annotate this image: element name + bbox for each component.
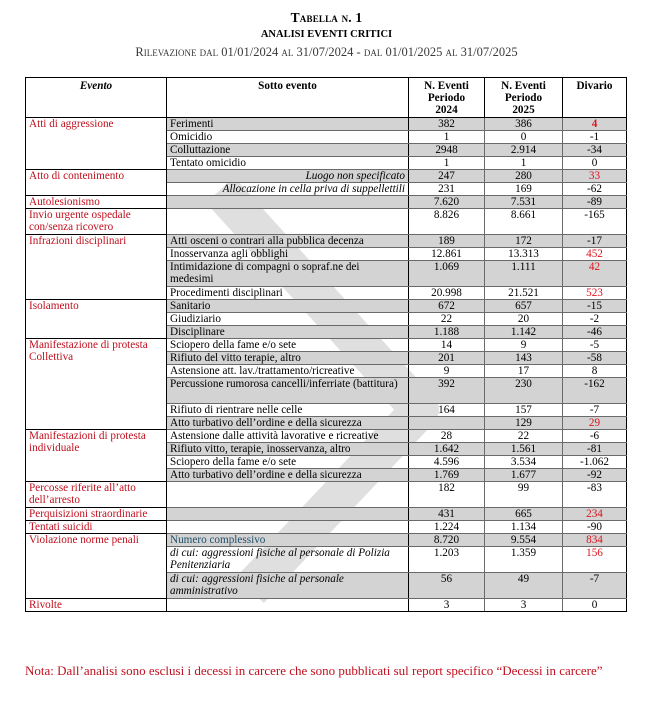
- divario-cell: -81: [563, 443, 627, 456]
- value-2025-cell: 8.661: [485, 209, 563, 235]
- table-row: [26, 170, 627, 183]
- table-row: [26, 235, 627, 248]
- sub-event-cell: Atto turbativo dell’ordine e della sicurezza: [167, 417, 409, 430]
- table-row: [26, 430, 627, 443]
- value-2024-cell: 14: [409, 339, 485, 352]
- value-2024-cell: 1.224: [409, 521, 485, 534]
- footnote: Nota: Dall’analisi sono esclusi i decessi in carcere che sono pubblicati sul report specifico “Decessi in carcere”: [25, 663, 603, 678]
- value-2024-cell: 1: [409, 157, 485, 170]
- sub-event-cell: Sanitario: [167, 300, 409, 313]
- header-2024-line1: N. Eventi: [424, 80, 469, 92]
- value-2025-cell: 129: [485, 417, 563, 430]
- value-2024-cell: 1.069: [409, 261, 485, 287]
- table-row: [26, 196, 627, 209]
- divario-cell: -5: [563, 339, 627, 352]
- sub-event-cell: Astensione att. lav./trattamento/ricreative: [167, 365, 409, 378]
- sub-event-cell: Procedimenti disciplinari: [167, 287, 409, 300]
- value-2025-cell: 3.534: [485, 456, 563, 469]
- value-2024-cell: 392: [409, 378, 485, 404]
- divario-cell: -92: [563, 469, 627, 482]
- value-2024-cell: 189: [409, 235, 485, 248]
- value-2024-cell: 8.720: [409, 534, 485, 547]
- sub-event-cell: Ferimenti: [167, 118, 409, 131]
- table-row: [26, 534, 627, 547]
- value-2024-cell: 56: [409, 573, 485, 599]
- value-2025-cell: 157: [485, 404, 563, 417]
- event-cell: Perquisizioni straordinarie: [26, 508, 167, 521]
- value-2025-cell: 1: [485, 157, 563, 170]
- sub-event-cell: [167, 482, 409, 508]
- value-2024-cell: 4.596: [409, 456, 485, 469]
- event-cell: Autolesionismo: [26, 196, 167, 209]
- table-body: [26, 118, 627, 612]
- value-2024-cell: 9: [409, 365, 485, 378]
- table-row: [26, 482, 627, 508]
- divario-cell: -34: [563, 144, 627, 157]
- sub-event-cell: Inosservanza agli obblighi: [167, 248, 409, 261]
- value-2025-cell: 13.313: [485, 248, 563, 261]
- value-2024-cell: 7.620: [409, 196, 485, 209]
- value-2025-cell: 22: [485, 430, 563, 443]
- header-n-eventi-2024: [409, 78, 485, 118]
- divario-cell: -165: [563, 209, 627, 235]
- sub-event-cell: Rifiuto di rientrare nelle celle: [167, 404, 409, 417]
- value-2025-cell: 1.359: [485, 547, 563, 573]
- sub-event-cell: Intimidazione di compagni o sopraf.ne dei medesimi: [167, 261, 409, 287]
- value-2024-cell: 164: [409, 404, 485, 417]
- sub-event-cell: Percussione rumorosa cancelli/inferriate (battitura): [167, 378, 409, 404]
- value-2024-cell: 20.998: [409, 287, 485, 300]
- value-2025-cell: 172: [485, 235, 563, 248]
- divario-cell: -58: [563, 352, 627, 365]
- header-2024-line2: Periodo: [427, 92, 466, 104]
- value-2024-cell: 2948: [409, 144, 485, 157]
- event-cell: Infrazioni disciplinari: [26, 235, 167, 300]
- table-row: [26, 118, 627, 131]
- value-2025-cell: 280: [485, 170, 563, 183]
- divario-cell: 452: [563, 248, 627, 261]
- event-cell: Manifestazioni di protesta individuale: [26, 430, 167, 482]
- sub-event-cell: Omicidio: [167, 131, 409, 144]
- value-2024-cell: 1.203: [409, 547, 485, 573]
- header-divario: Divario: [563, 78, 627, 118]
- sub-event-cell: Sciopero della fame e/o sete: [167, 456, 409, 469]
- event-cell: Atti di aggressione: [26, 118, 167, 170]
- divario-cell: 33: [563, 170, 627, 183]
- table-subtitle: ANALISI EVENTI CRITICI: [260, 29, 393, 40]
- divario-cell: -7: [563, 573, 627, 599]
- table-row: [26, 300, 627, 313]
- value-2025-cell: 7.531: [485, 196, 563, 209]
- sub-event-cell: Atti osceni o contrari alla pubblica decenza: [167, 235, 409, 248]
- table-row: [26, 508, 627, 521]
- value-2024-cell: 382: [409, 118, 485, 131]
- sub-event-cell: di cui: aggressioni fisiche al personale di Polizia Penitenziaria: [167, 547, 409, 573]
- event-cell: Tentati suicidi: [26, 521, 167, 534]
- sub-event-cell: Tentato omicidio: [167, 157, 409, 170]
- sub-event-cell: Disciplinare: [167, 326, 409, 339]
- table-header-row: [26, 78, 627, 118]
- value-2025-cell: 665: [485, 508, 563, 521]
- sub-event-cell: Giudiziario: [167, 313, 409, 326]
- sub-event-cell: Luogo non specificato: [167, 170, 409, 183]
- sub-event-cell: Astensione dalle attività lavorative e ricreative: [167, 430, 409, 443]
- divario-cell: -89: [563, 196, 627, 209]
- table-row: [26, 209, 627, 235]
- value-2025-cell: 21.521: [485, 287, 563, 300]
- divario-cell: 42: [563, 261, 627, 287]
- divario-cell: 156: [563, 547, 627, 573]
- sub-event-cell: Numero complessivo: [167, 534, 409, 547]
- value-2025-cell: 9: [485, 339, 563, 352]
- header-2024-line3: 2024: [435, 104, 458, 116]
- value-2024-cell: 672: [409, 300, 485, 313]
- event-cell: Isolamento: [26, 300, 167, 339]
- value-2025-cell: 49: [485, 573, 563, 599]
- divario-cell: -17: [563, 235, 627, 248]
- value-2024-cell: 247: [409, 170, 485, 183]
- value-2024-cell: 3: [409, 599, 485, 612]
- value-2025-cell: 20: [485, 313, 563, 326]
- divario-cell: 4: [563, 118, 627, 131]
- value-2024-cell: 1.642: [409, 443, 485, 456]
- value-2025-cell: 17: [485, 365, 563, 378]
- divario-cell: -162: [563, 378, 627, 404]
- divario-cell: -83: [563, 482, 627, 508]
- sub-event-cell: Sciopero della fame e/o sete: [167, 339, 409, 352]
- value-2024-cell: 8.826: [409, 209, 485, 235]
- value-2025-cell: 1.561: [485, 443, 563, 456]
- value-2024-cell: 1.188: [409, 326, 485, 339]
- divario-cell: 834: [563, 534, 627, 547]
- value-2024-cell: 1: [409, 131, 485, 144]
- value-2025-cell: 230: [485, 378, 563, 404]
- value-2024-cell: 201: [409, 352, 485, 365]
- sub-event-cell: Atto turbativo dell’ordine e della sicurezza: [167, 469, 409, 482]
- sub-event-cell: di cui: aggressioni fisiche al personale amministrativo: [167, 573, 409, 599]
- table-number-title: Tabella n. 1: [290, 10, 363, 25]
- sub-event-cell: Allocazione in cella priva di suppellettili: [167, 183, 409, 196]
- value-2025-cell: 386: [485, 118, 563, 131]
- event-cell: Violazione norme penali: [26, 534, 167, 599]
- sub-event-cell: Rifiuto vitto, terapie, inosservanza, altro: [167, 443, 409, 456]
- header-2025-line2: Periodo: [504, 92, 543, 104]
- divario-cell: 29: [563, 417, 627, 430]
- table-row: [26, 339, 627, 352]
- divario-cell: -1.062: [563, 456, 627, 469]
- value-2025-cell: 143: [485, 352, 563, 365]
- value-2024-cell: 1.769: [409, 469, 485, 482]
- event-cell: Invio urgente ospedale con/senza ricovero: [26, 209, 167, 235]
- period-caption: Rilevazione dal 01/01/2024 al 31/07/2024 - dal 01/01/2025 al 31/07/2025: [135, 45, 518, 59]
- value-2025-cell: 1.111: [485, 261, 563, 287]
- header-2025-line3: 2025: [512, 104, 535, 116]
- value-2025-cell: 1.677: [485, 469, 563, 482]
- sub-event-cell: Rifiuto del vitto terapie, altro: [167, 352, 409, 365]
- divario-cell: 523: [563, 287, 627, 300]
- value-2024-cell: 431: [409, 508, 485, 521]
- event-cell: Manifestazione di protesta Collettiva: [26, 339, 167, 430]
- value-2024-cell: 22: [409, 313, 485, 326]
- divario-cell: -2: [563, 313, 627, 326]
- critical-events-table: [25, 77, 627, 612]
- divario-cell: -1: [563, 131, 627, 144]
- value-2025-cell: 3: [485, 599, 563, 612]
- value-2024-cell: 28: [409, 430, 485, 443]
- value-2025-cell: 1.134: [485, 521, 563, 534]
- value-2024-cell: [409, 417, 485, 430]
- divario-cell: -62: [563, 183, 627, 196]
- event-cell: Rivolte: [26, 599, 167, 612]
- header-2025-line1: N. Eventi: [501, 80, 546, 92]
- sub-event-cell: [167, 599, 409, 612]
- value-2024-cell: 182: [409, 482, 485, 508]
- header-sotto-evento: Sotto evento: [167, 78, 409, 118]
- divario-cell: -15: [563, 300, 627, 313]
- divario-cell: -7: [563, 404, 627, 417]
- divario-cell: 0: [563, 599, 627, 612]
- value-2024-cell: 231: [409, 183, 485, 196]
- value-2025-cell: 9.554: [485, 534, 563, 547]
- divario-cell: 234: [563, 508, 627, 521]
- divario-cell: -90: [563, 521, 627, 534]
- value-2025-cell: 1.142: [485, 326, 563, 339]
- header-evento: Evento: [26, 78, 167, 118]
- sub-event-cell: [167, 508, 409, 521]
- value-2024-cell: 12.861: [409, 248, 485, 261]
- value-2025-cell: 657: [485, 300, 563, 313]
- divario-cell: -46: [563, 326, 627, 339]
- value-2025-cell: 2.914: [485, 144, 563, 157]
- divario-cell: 0: [563, 157, 627, 170]
- event-cell: Atto di contenimento: [26, 170, 167, 196]
- value-2025-cell: 169: [485, 183, 563, 196]
- divario-cell: 8: [563, 365, 627, 378]
- table-row: [26, 599, 627, 612]
- value-2025-cell: 99: [485, 482, 563, 508]
- header-n-eventi-2025: [485, 78, 563, 118]
- sub-event-cell: [167, 196, 409, 209]
- table-row: [26, 521, 627, 534]
- sub-event-cell: [167, 209, 409, 235]
- sub-event-cell: Colluttazione: [167, 144, 409, 157]
- sub-event-cell: [167, 521, 409, 534]
- divario-cell: -6: [563, 430, 627, 443]
- event-cell: Percosse riferite all’atto dell’arresto: [26, 482, 167, 508]
- value-2025-cell: 0: [485, 131, 563, 144]
